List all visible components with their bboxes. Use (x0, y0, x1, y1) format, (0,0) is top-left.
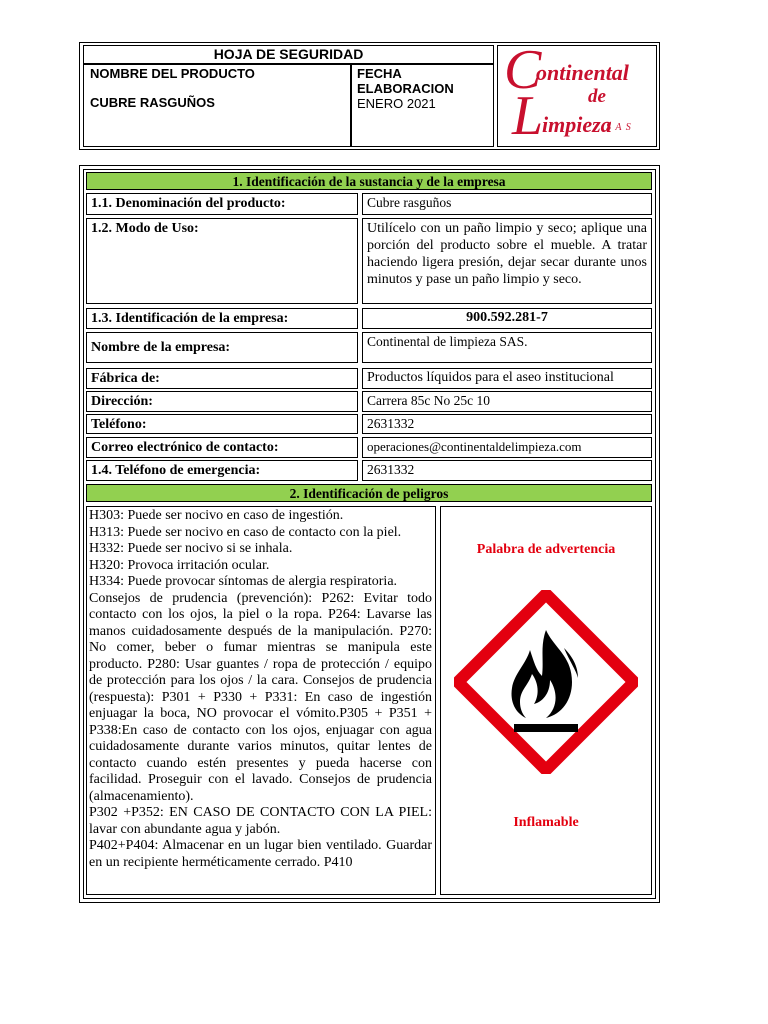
date-label-2: ELABORACION (357, 81, 454, 96)
hazard-line: H332: Puede ser nocivo si se inhala. (89, 541, 293, 556)
row-address-value: Carrera 85c No 25c 10 (362, 391, 652, 412)
precaution-paragraph: Consejos de prudencia (prevención): P262: Evitar todo contacto con los ojos, la piel o la ropa. P264: Lavarse las manos cuidadosamente después de la manipulación. P270: No comer, beber o fumar mientras se manipula este producto. P280: Usar guantes / ropa de protección / equipo de protección para los ojos / la cara. Consejos de prudencia (respuesta): P301 + P330 + P331: En caso de ingestión enjuagar la boca, NO provocar el vómito.P305 + P351 + P338:En caso de contacto con los ojos, enjuagar con agua cuidadosamente durante varios minutos, quitar lentes de contacto cuando estén presentes y pueda hacerse con facilidad. Proseguir con el lavado. Consejos de prudencia (almacenamiento). (89, 590, 432, 804)
section1-header: 1. Identificación de la sustancia y de la empresa (86, 172, 652, 190)
row-company-name-label: Nombre de la empresa: (86, 332, 358, 363)
product-name: CUBRE RASGUÑOS (90, 95, 215, 110)
row-usage-value: Utilícelo con un paño limpio y seco; aplique una porción del producto sobre el mueble. A tratar haciendo ligera presión, dejar secar durante unos minutos y pase un paño limpio y seco. (362, 218, 652, 304)
logo-word-impieza: impieza (542, 112, 612, 137)
hazard-line: H320: Provoca irritación ocular. (89, 557, 270, 573)
row-address-label: Dirección: (86, 391, 358, 412)
hazard-line: H334: Puede provocar síntomas de alergia respiratoria. (89, 574, 398, 589)
row-emergency-value: 2631332 (362, 460, 652, 481)
date-value: ENERO 2021 (357, 96, 436, 111)
section2-header: 2. Identificación de peligros (86, 484, 652, 502)
hazard-line: H303: Puede ser nocivo en caso de ingestión. (89, 508, 344, 523)
logo-word-de: de (588, 86, 606, 107)
hazard-text (89, 508, 432, 871)
flame-pictogram (454, 590, 638, 774)
precaution-paragraph-3: P402+P404: Almacenar en un lugar bien ventilado. Guardar en un recipiente herméticamente cerrado. P410 (89, 838, 432, 870)
row-company-name-value: Continental de limpieza SAS. (362, 332, 652, 363)
row-emergency-label: 1.4. Teléfono de emergencia: (86, 460, 358, 481)
row-product-denomination-value: Cubre rasguños (362, 193, 652, 215)
hazard-line: H313: Puede ser nocivo en caso de contacto con la piel. (89, 524, 402, 540)
logo-word-ontinental: ontinental (536, 60, 629, 85)
row-company-id-label: 1.3. Identificación de la empresa: (86, 308, 358, 329)
pictogram-label: Inflamable (513, 815, 579, 830)
row-email-value[interactable]: operaciones@continentaldelimpieza.com (362, 437, 652, 458)
precaution-paragraph-2: P302 +P352: EN CASO DE CONTACTO CON LA PIEL: lavar con abundante agua y jabón. (89, 805, 432, 837)
row-phone-value: 2631332 (362, 414, 652, 434)
row-product-denomination-label: 1.1. Denominación del producto: (86, 193, 358, 215)
row-usage-label: 1.2. Modo de Uso: (86, 218, 358, 304)
row-phone-label: Teléfono: (86, 414, 358, 434)
logo-sas: S A S (606, 122, 632, 133)
signal-word-label: Palabra de advertencia (476, 542, 616, 557)
row-email-label: Correo electrónico de contacto: (86, 437, 358, 458)
date-label-1: FECHA (357, 66, 402, 81)
company-logo (500, 48, 655, 144)
row-factory-value: Productos líquidos para el aseo institucional (362, 368, 652, 389)
logo-letter-c: C (504, 48, 542, 101)
row-factory-label: Fábrica de: (86, 368, 358, 389)
document-title: HOJA DE SEGURIDAD (213, 46, 364, 62)
logo-letter-l: L (512, 85, 544, 144)
row-company-id-value: 900.592.281-7 (362, 308, 652, 329)
product-label: NOMBRE DEL PRODUCTO (90, 66, 255, 81)
